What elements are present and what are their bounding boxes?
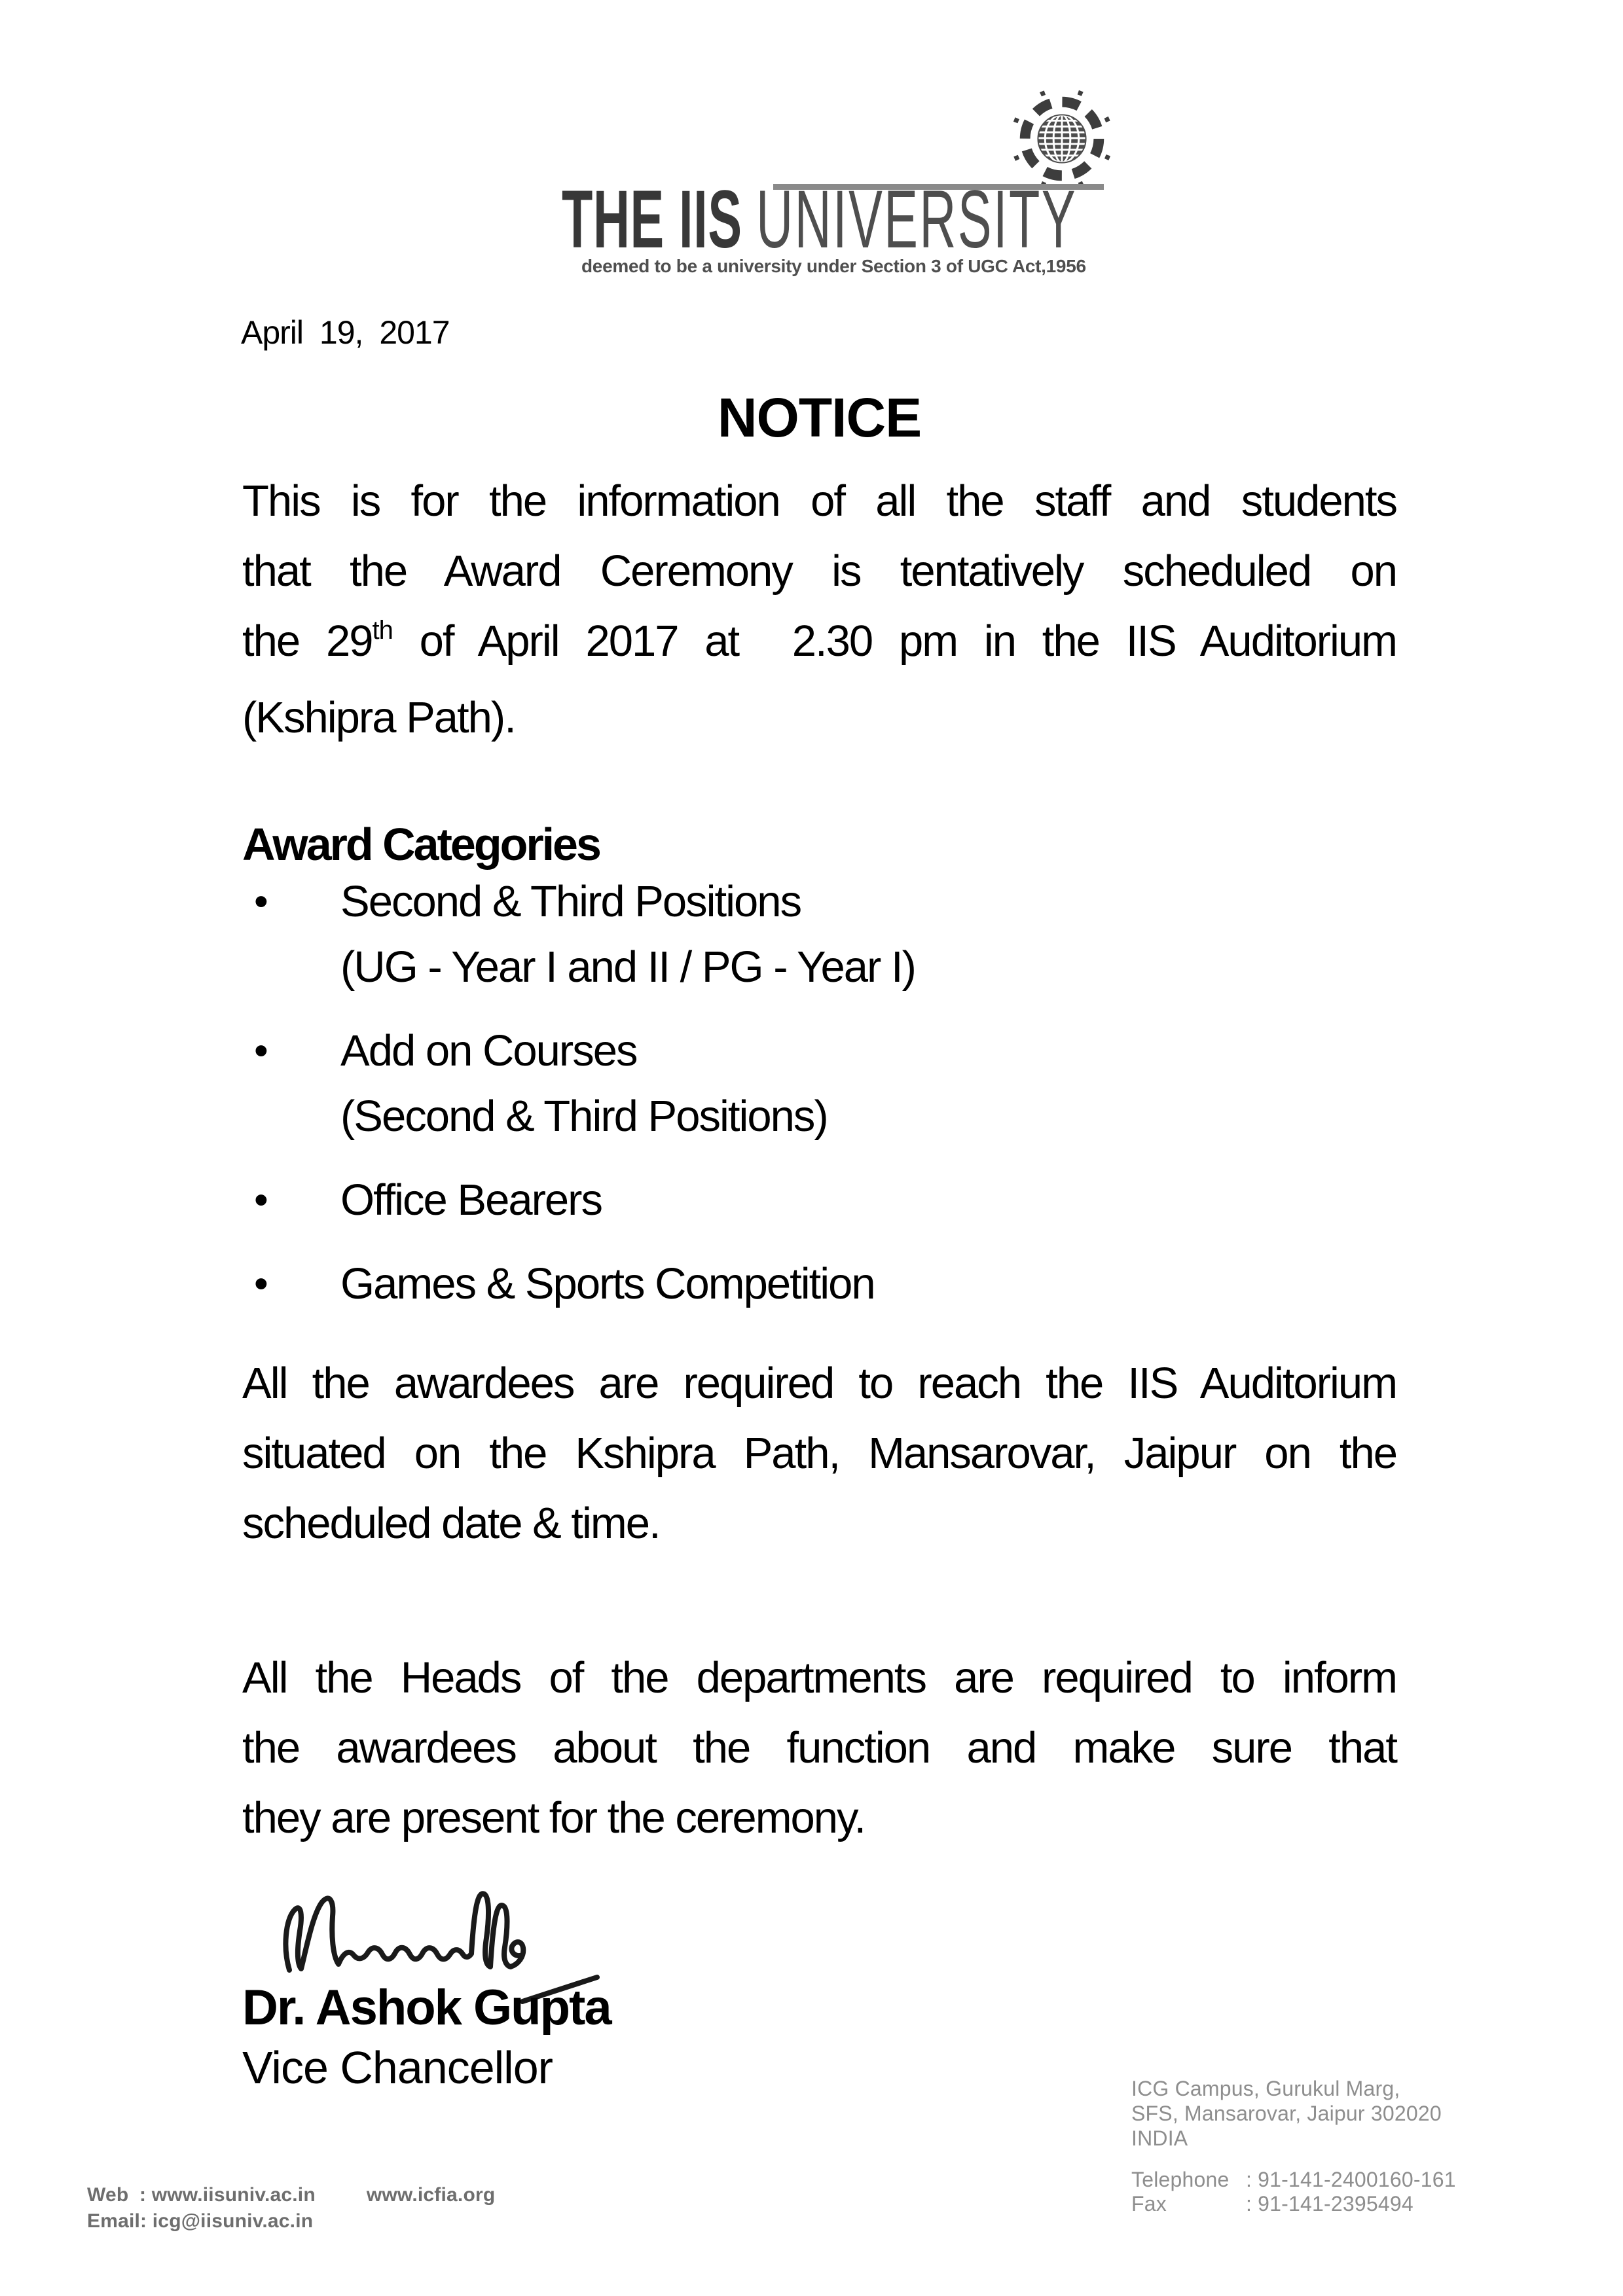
list-item-text <box>340 869 1396 1000</box>
paragraph-line: situated on the Kshipra Path, Mansarovar, Jaipur on the <box>242 1429 1396 1478</box>
list-item-line: Add on Courses <box>340 1026 637 1075</box>
telephone-value: : 91-141-2400160-161 <box>1246 2168 1456 2191</box>
web-url-secondary: www.icfia.org <box>366 2184 496 2206</box>
list-item-text <box>340 1251 1396 1317</box>
fax-label: Fax <box>1131 2192 1167 2215</box>
notice-date: April 19, 2017 <box>241 314 450 351</box>
campus-address <box>1131 2076 1550 2151</box>
web-label: Web <box>87 2184 129 2206</box>
brand-light-text: UNIVERSITY <box>756 174 1078 265</box>
paragraph-line: All the awardees are required to reach the IIS Auditorium <box>242 1359 1396 1408</box>
address-line: INDIA <box>1131 2126 1188 2150</box>
list-item-line: Office Bearers <box>340 1175 602 1225</box>
paragraph-text: of April 2017 at 2.30 pm in the IIS Auditorium <box>392 617 1396 666</box>
list-item-line: Second & Third Positions <box>340 877 801 926</box>
paragraph-line <box>242 606 1396 683</box>
paragraph-line: This is for the information of all the staff and students <box>242 476 1396 526</box>
list-item <box>242 1018 1396 1149</box>
email-label: Email <box>87 2210 141 2232</box>
fax-row <box>1131 2192 1550 2216</box>
telephone-row <box>1131 2168 1550 2192</box>
brand-bold-text: THE IIS <box>562 174 742 265</box>
fax-value: : 91-141-2395494 <box>1246 2192 1413 2215</box>
bullet-dot-icon: • <box>254 879 268 924</box>
bullet-dot-icon: • <box>254 1177 268 1223</box>
web-url-primary: : www.iisuniv.ac.in <box>139 2184 316 2206</box>
footer-web-block <box>87 2182 676 2234</box>
web-row <box>87 2182 676 2208</box>
paragraph-line: that the Award Ceremony is tentatively scheduled on <box>242 547 1396 596</box>
email-row <box>87 2208 676 2234</box>
paragraph-line: they are present for the ceremony. <box>242 1793 866 1842</box>
list-item-text <box>340 1018 1396 1149</box>
letterhead-tagline: deemed to be a university under Section 3 of UGC Act,1956 <box>581 256 1086 276</box>
university-wordmark <box>562 175 1077 264</box>
list-item-line: (Second & Third Positions) <box>340 1092 828 1141</box>
list-item <box>242 1168 1396 1233</box>
email-value: : icg@iisuniv.ac.in <box>140 2210 314 2232</box>
bullet-dot-icon: • <box>254 1028 268 1073</box>
paragraph-line: the awardees about the function and make sure that <box>242 1723 1396 1772</box>
telephone-label: Telephone <box>1131 2168 1230 2191</box>
list-item <box>242 1251 1396 1317</box>
award-categories-list <box>242 869 1396 1335</box>
bullet-dot-icon: • <box>254 1261 268 1306</box>
paragraph-text: the 29 <box>242 617 373 666</box>
list-item-text <box>340 1168 1396 1233</box>
ordinal-suffix: th <box>372 616 393 645</box>
heads-paragraph <box>242 1643 1396 1853</box>
intro-paragraph <box>242 466 1396 753</box>
list-item <box>242 869 1396 1000</box>
address-line: ICG Campus, Gurukul Marg, <box>1131 2077 1400 2100</box>
paragraph-line: All the Heads of the departments are required to inform <box>242 1653 1396 1702</box>
award-categories-heading: Award Categories <box>242 819 600 870</box>
signatory-title: Vice Chancellor <box>242 2042 553 2093</box>
signatory-name: Dr. Ashok Gupta <box>242 1980 611 2036</box>
page-title: NOTICE <box>717 387 922 448</box>
paragraph-line: scheduled date & time. <box>242 1499 660 1548</box>
contact-numbers <box>1131 2168 1550 2216</box>
address-line: SFS, Mansarovar, Jaipur 302020 <box>1131 2102 1442 2125</box>
list-item-line: (UG - Year I and II / PG - Year I) <box>340 942 915 992</box>
list-item-line: Games & Sports Competition <box>340 1259 875 1308</box>
awardees-paragraph <box>242 1348 1396 1558</box>
footer-address-block <box>1131 2076 1550 2216</box>
paragraph-line: (Kshipra Path). <box>242 693 515 742</box>
